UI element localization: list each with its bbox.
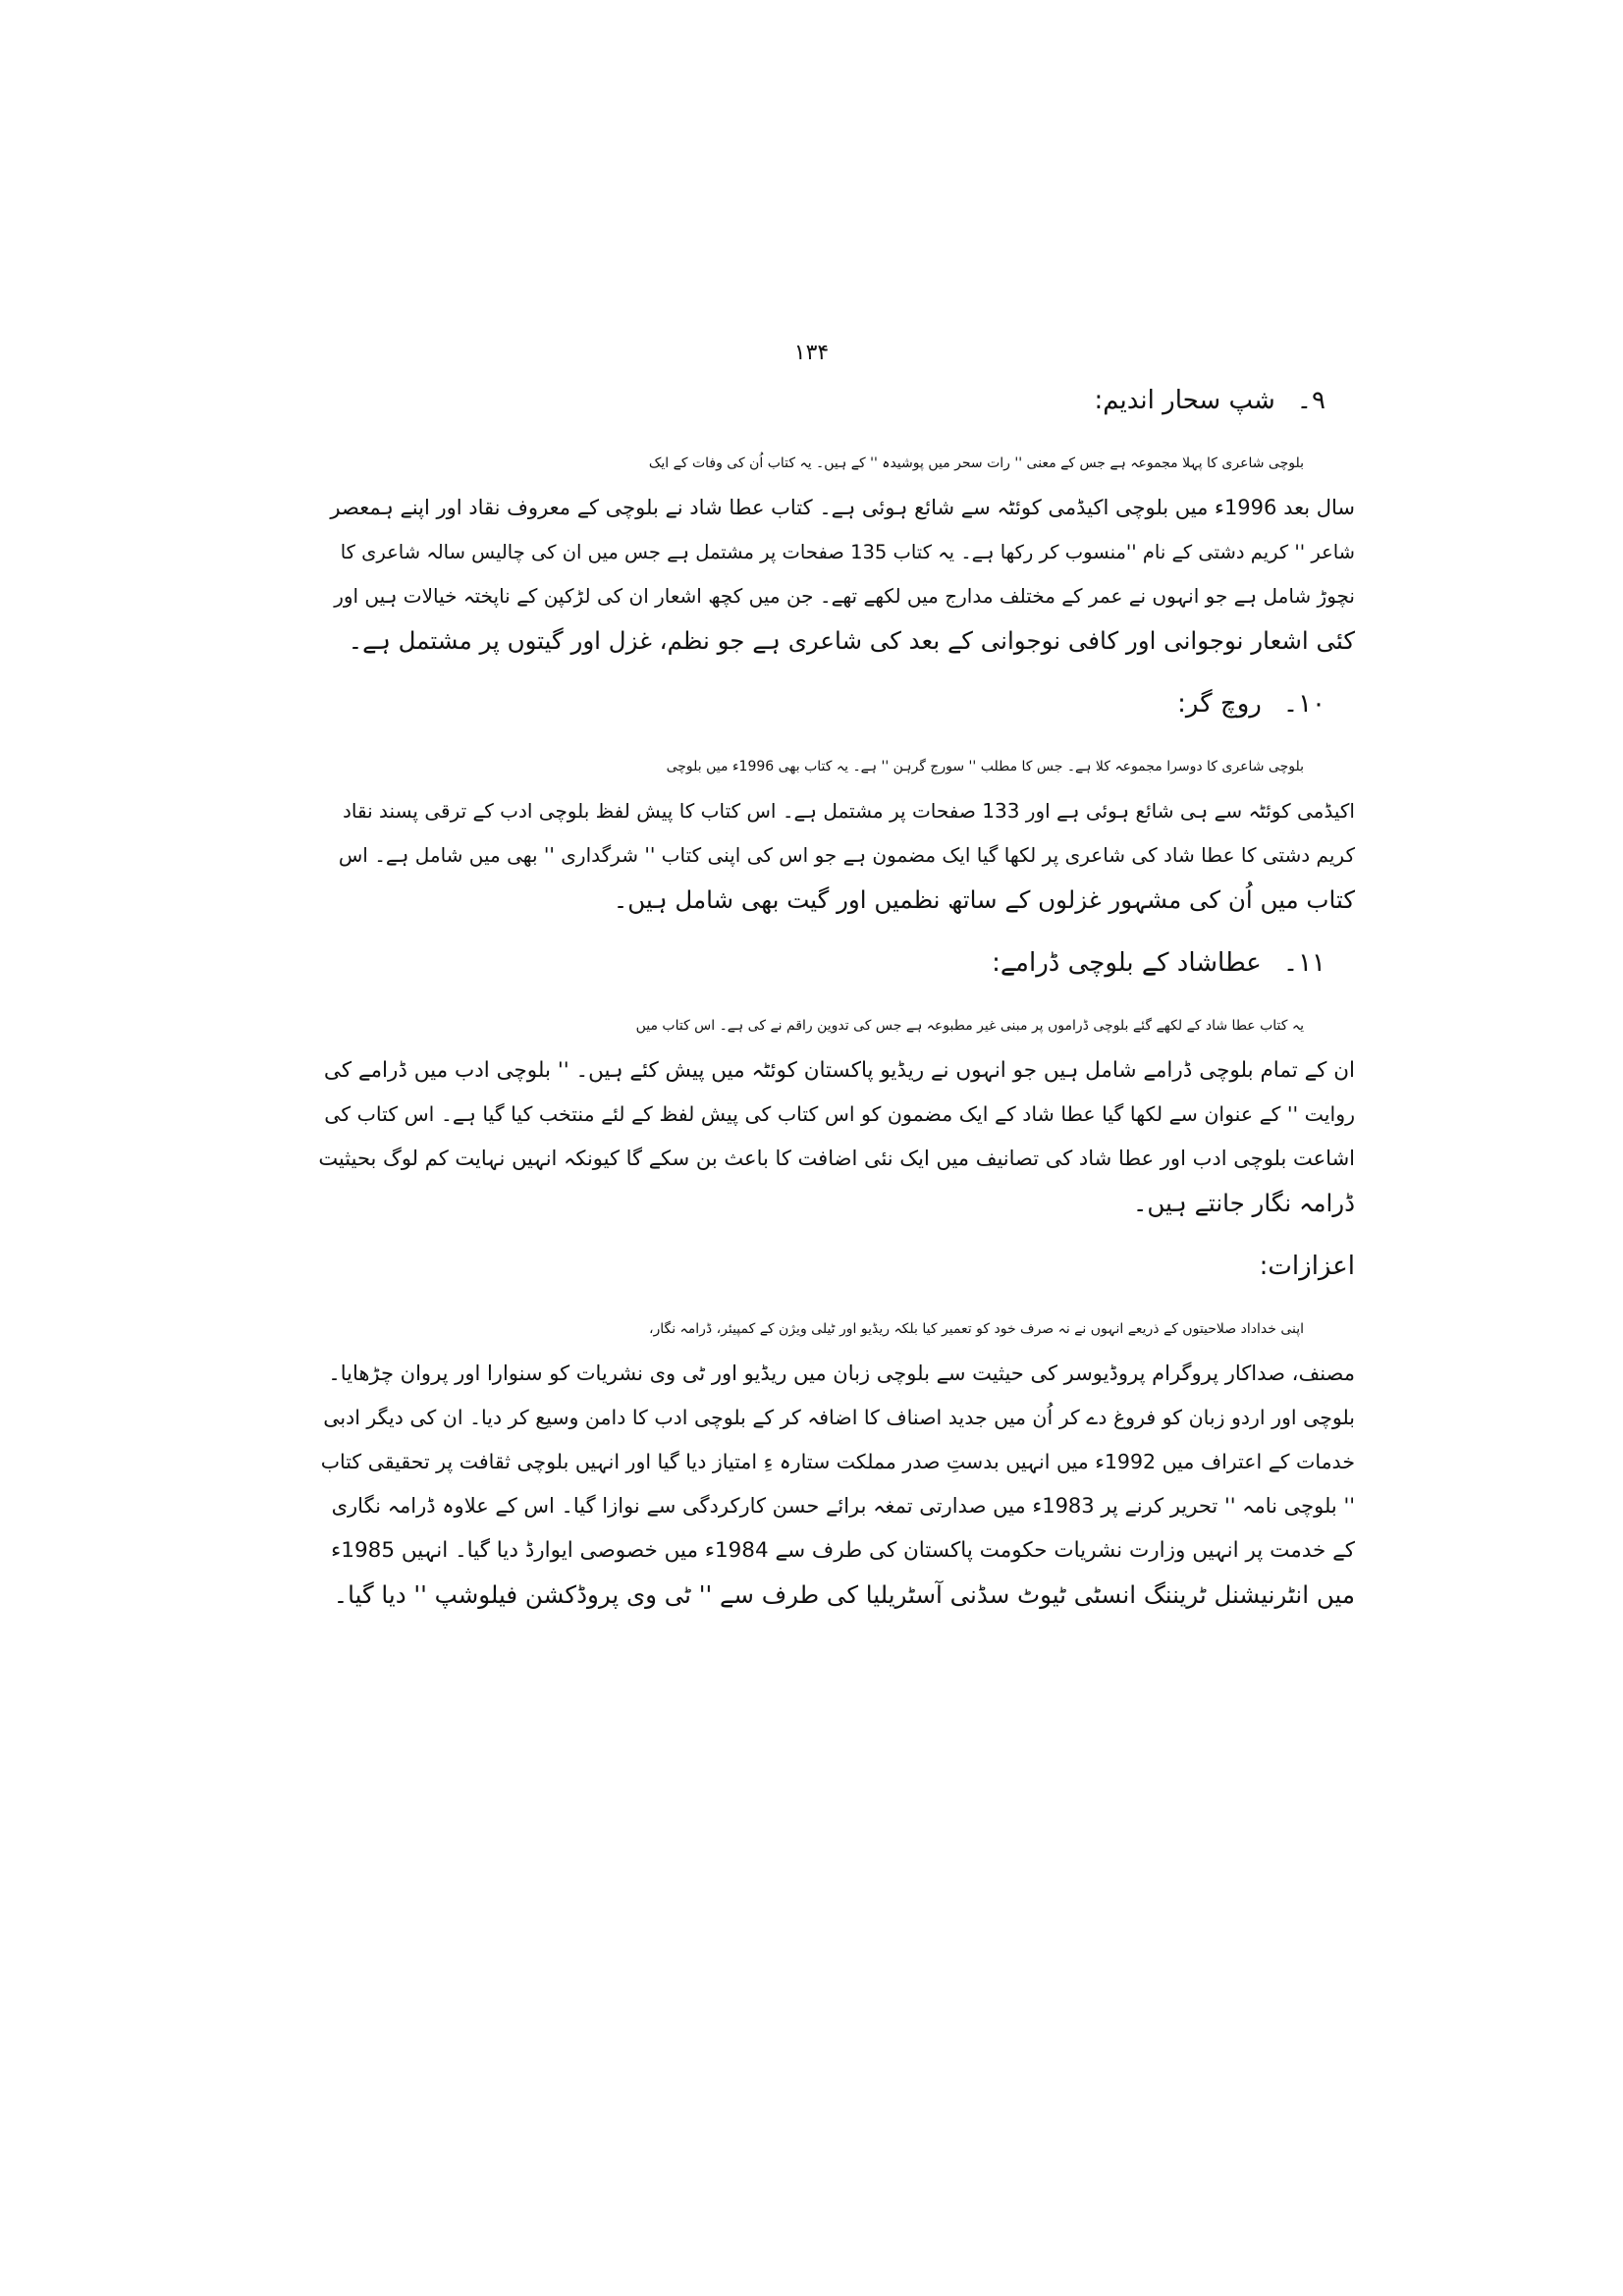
section-paragraph-11 <box>319 1004 1355 1225</box>
section-title: شپ سحار اندیم: <box>1094 386 1275 415</box>
page-body <box>319 381 1355 1638</box>
paragraph-line: بلوچی شاعری کا دوسرا مجموعہ کلا ہے۔ جس کا مطلب '' سورج گرہن '' ہے۔ یہ کتاب بھی 1996ء میں بلوچی <box>666 759 1304 774</box>
paragraph-line: بلوچی اور اردو زبان کو فروغ دے کر اُن میں جدید اصناف کا اضافہ کر کے بلوچی ادب کا دامن وسیع کر دیا۔ ان کی دیگر ادبی <box>323 1406 1355 1429</box>
section-paragraph-9 <box>319 442 1355 663</box>
paragraph-line: شاعر '' کریم دشتی کے نام ''منسوب کر رکھا ہے۔ یہ کتاب 135 صفحات پر مشتمل ہے جس میں ان کی چالیس سالہ شاعری کا <box>340 541 1355 563</box>
awards-paragraph <box>319 1308 1355 1617</box>
paragraph-line: اپنی خداداد صلاحیتوں کے ذریعے انہوں نے نہ صرف خود کو تعمیر کیا بلکہ ریڈیو اور ٹیلی ویژن کے کمپیئر، ڈرامہ نگار، <box>648 1321 1304 1337</box>
paragraph-line: کریم دشتی کا عطا شاد کی شاعری پر لکھا گیا ایک مضمون ہے جو اس کی اپنی کتاب '' شرگداری '' بھی میں شامل ہے۔ اس <box>338 843 1355 867</box>
paragraph-line: خدمات کے اعتراف میں 1992ء میں انہیں بدستِ صدر مملکت ستارہ ءِ امتیاز دیا گیا اور انہیں بلوچی ثقافت پر تحقیقی کتاب <box>320 1450 1355 1473</box>
paragraph-line: سال بعد 1996ء میں بلوچی اکیڈمی کوئٹہ سے شائع ہوئی ہے۔ کتاب عطا شاد نے بلوچی کے معروف نقاد اور اپنے ہمعصر <box>330 496 1355 519</box>
section-number: ۹۔ <box>1296 386 1325 415</box>
paragraph-line: '' بلوچی نامہ '' تحریر کرنے پر 1983ء میں صدارتی تمغہ برائے حسن کارکردگی سے نوازا گیا۔ اس کے علاوہ ڈرامہ نگاری <box>331 1494 1355 1518</box>
paragraph-line: ان کے تمام بلوچی ڈرامے شامل ہیں جو انہوں نے ریڈیو پاکستان کوئٹہ میں پیش کئے ہیں۔ '' بلوچی ادب میں ڈرامے کی <box>323 1058 1355 1083</box>
section-paragraph-10 <box>319 745 1355 922</box>
paragraph-line: کے خدمت پر انہیں وزارت نشریات حکومت پاکستان کی طرف سے 1984ء میں خصوصی ایوارڈ دیا گیا۔ انہیں 1985ء <box>331 1538 1355 1563</box>
paragraph-line: روایت '' کے عنوان سے لکھا گیا عطا شاد کے ایک مضمون کو اس کتاب کی پیش لفظ کے لئے منتخب کیا گیا ہے۔ اس کتاب کی <box>324 1102 1355 1126</box>
section-number: ۱۱۔ <box>1282 948 1325 978</box>
section-heading-10 <box>319 684 1355 723</box>
paragraph-line: بلوچی شاعری کا پہلا مجموعہ ہے جس کے معنی '' رات سحر میں پوشیدہ '' کے ہیں۔ یہ کتاب اُن کی وفات کے ایک <box>648 455 1304 471</box>
paragraph-line: مصنف، صداکار پروگرام پروڈیوسر کی حیثیت سے بلوچی زبان میں ریڈیو اور ٹی وی نشریات کو سنوارا اور پروان چڑھایا۔ <box>328 1362 1355 1385</box>
awards-heading: اعزازات: <box>1259 1252 1355 1281</box>
section-title: عطاشاد کے بلوچی ڈرامے: <box>992 948 1262 978</box>
paragraph-line: کئی اشعار نوجوانی اور کافی نوجوانی کے بعد کی شاعری ہے جو نظم، غزل اور گیتوں پر مشتمل ہے۔ <box>348 626 1355 655</box>
paragraph-line: ڈرامہ نگار جانتے ہیں۔ <box>1133 1189 1355 1217</box>
paragraph-line: میں انٹرنیشنل ٹریننگ انسٹی ٹیوٹ سڈنی آسٹریلیا کی طرف سے '' ٹی وی پروڈکشن فیلوشپ '' دیا گیا۔ <box>333 1580 1355 1609</box>
section-title: روچ گر: <box>1177 689 1262 719</box>
section-number: ۱۰۔ <box>1282 689 1325 719</box>
page-number: ۱۳۴ <box>793 341 830 365</box>
paragraph-line: کتاب میں اُن کی مشہور غزلوں کے ساتھ نظمیں اور گیت بھی شامل ہیں۔ <box>613 885 1355 914</box>
section-heading-9 <box>319 381 1355 420</box>
paragraph-line: یہ کتاب عطا شاد کے لکھے گئے بلوچی ڈراموں پر مبنی غیر مطبوعہ ہے جس کی تدوین راقم نے کی ہے۔ اس کتاب میں <box>635 1018 1304 1034</box>
paragraph-line: نچوڑ شامل ہے جو انہوں نے عمر کے مختلف مدارج میں لکھے تھے۔ جن میں کچھ اشعار ان کی لڑکپن کے ناپختہ خیالات ہیں اور <box>334 584 1355 608</box>
paragraph-line: اکیڈمی کوئٹہ سے ہی شائع ہوئی ہے اور 133 صفحات پر مشتمل ہے۔ اس کتاب کا پیش لفظ بلوچی ادب کے ترقی پسند نقاد <box>343 799 1355 823</box>
paragraph-line: اشاعت بلوچی ادب اور عطا شاد کی تصانیف میں ایک نئی اضافت کا باعث بن سکے گا کیونکہ انہیں نہایت کم لوگ بحیثیت <box>318 1147 1355 1170</box>
section-heading-11 <box>319 943 1355 983</box>
